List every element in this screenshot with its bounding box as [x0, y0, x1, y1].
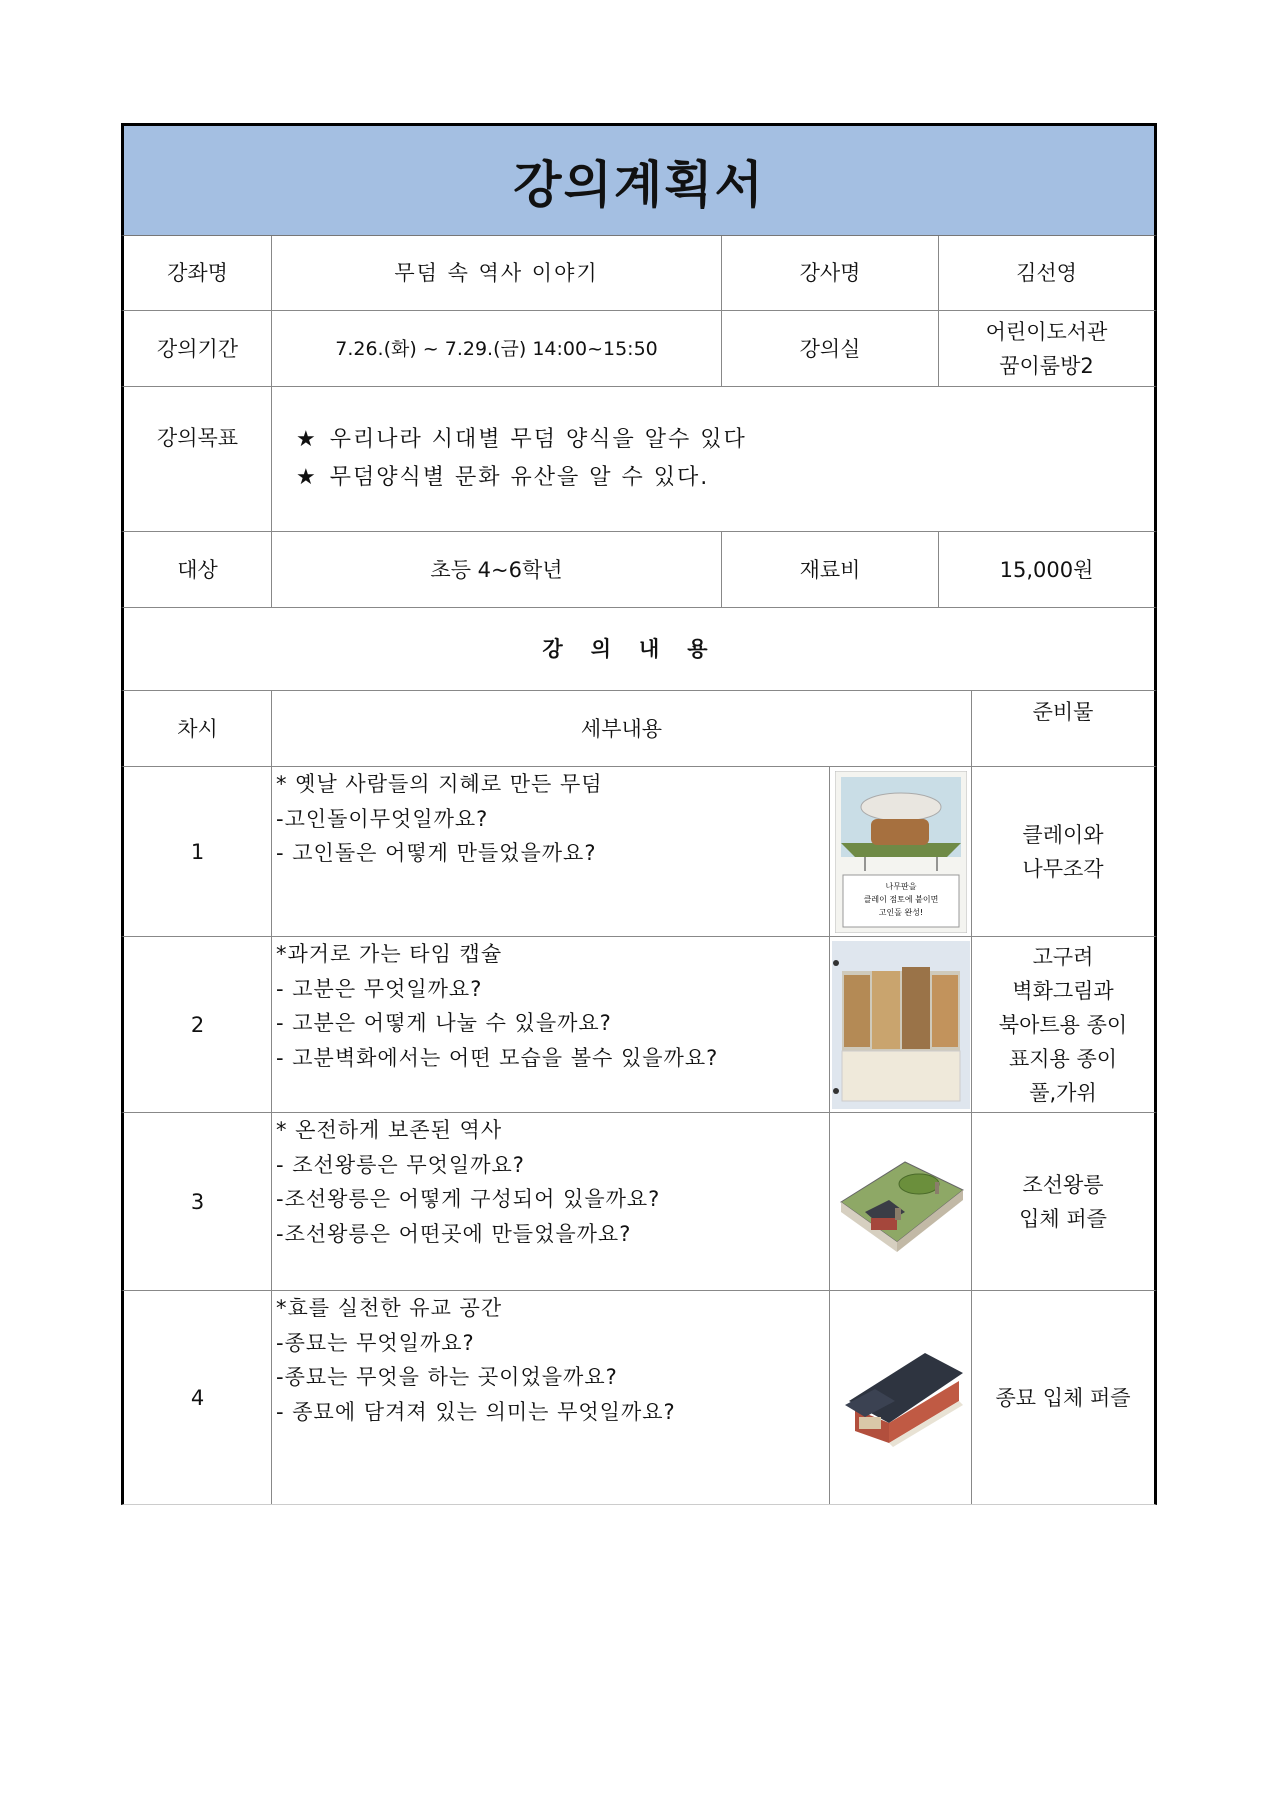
- goal-item: ★ 우리나라 시대별 무덤 양식을 알수 있다: [296, 427, 747, 452]
- session-row: [121, 937, 1157, 1113]
- period-label: 강의기간: [124, 311, 272, 386]
- session-row: [121, 767, 1157, 937]
- room-line-2: 꿈이룸방2: [999, 353, 1094, 378]
- detail-header: 세부내용: [272, 691, 972, 766]
- royal-tomb-puzzle-image: [830, 1113, 972, 1290]
- course-value: 무덤 속 역사 이야기: [272, 236, 722, 310]
- section-title: 강의내용: [542, 637, 736, 661]
- fee-label: 재료비: [722, 532, 939, 607]
- session-detail: *효를 실천한 유교 공간 -종묘는 무엇일까요? -종묘는 무엇을 하는 곳이었을까요? - 종묘에 담겨져 있는 의미는 무엇일까요?: [272, 1291, 830, 1504]
- period-row: [121, 311, 1157, 387]
- session-row: [121, 1291, 1157, 1505]
- session-number: 4: [124, 1291, 272, 1504]
- period-value: 7.26.(화) ~ 7.29.(금) 14:00~15:50: [272, 311, 722, 386]
- instructor-label: 강사명: [722, 236, 939, 310]
- session-detail: *과거로 가는 타임 캡슐 - 고분은 무엇일까요? - 고분은 어떻게 나눌 수 있을까요? - 고분벽화에서는 어떤 모습을 볼수 있을까요?: [272, 937, 830, 1112]
- star-icon: ★: [296, 465, 318, 490]
- session-materials: 클레이와 나무조각: [1022, 822, 1104, 881]
- goal-label: 강의목표: [124, 387, 272, 531]
- materials-header: 준비물: [1032, 700, 1094, 724]
- target-value: 초등 4~6학년: [272, 532, 722, 607]
- room-value: [939, 311, 1154, 386]
- session-materials: 조선왕릉 입체 퍼즐: [1019, 1172, 1107, 1231]
- course-label: 강좌명: [124, 236, 272, 310]
- fee-value: 15,000원: [999, 557, 1094, 582]
- target-label: 대상: [124, 532, 272, 607]
- section-row: [121, 608, 1157, 691]
- image-caption: 나무판을: [885, 881, 916, 891]
- session-materials: 고구려 벽화그림과 북아트용 종이 표지용 종이 풀,가위: [998, 944, 1128, 1105]
- session-header: 차시: [124, 691, 272, 766]
- image-caption: 고인돌 완성!: [878, 907, 923, 917]
- session-number: 3: [124, 1113, 272, 1290]
- goal-item: ★ 무덤양식별 문화 유산을 알 수 있다.: [296, 465, 710, 490]
- jongmyo-puzzle-image: [830, 1291, 972, 1504]
- room-line-1: 어린이도서관: [985, 319, 1108, 344]
- image-caption: 클레이 점토에 붙이면: [863, 894, 938, 904]
- session-number: 2: [124, 937, 272, 1112]
- goal-row: [121, 387, 1157, 532]
- target-row: [121, 532, 1157, 608]
- header-row: [121, 691, 1157, 767]
- tomb-mural-book-image: [830, 937, 972, 1112]
- room-label: 강의실: [722, 311, 939, 386]
- session-materials: 종묘 입체 퍼즐: [995, 1385, 1131, 1410]
- session-number: 1: [124, 767, 272, 936]
- star-icon: ★: [296, 427, 318, 452]
- session-row: [121, 1113, 1157, 1291]
- goal-content: [272, 387, 1154, 531]
- session-detail: * 온전하게 보존된 역사 - 조선왕릉은 무엇일까요? -조선왕릉은 어떻게 구성되어 있을까요? -조선왕릉은 어떤곳에 만들었을까요?: [272, 1113, 830, 1290]
- lecture-plan-table: [121, 123, 1157, 1505]
- session-detail: * 옛날 사람들의 지혜로 만든 무덤 -고인돌이무엇일까요? - 고인돌은 어떻게 만들었을까요?: [272, 767, 830, 936]
- dolmen-craft-image: [830, 767, 972, 936]
- instructor-value: 김선영: [1016, 261, 1077, 285]
- page-title: 강의계획서: [121, 123, 1157, 236]
- course-row: [121, 236, 1157, 311]
